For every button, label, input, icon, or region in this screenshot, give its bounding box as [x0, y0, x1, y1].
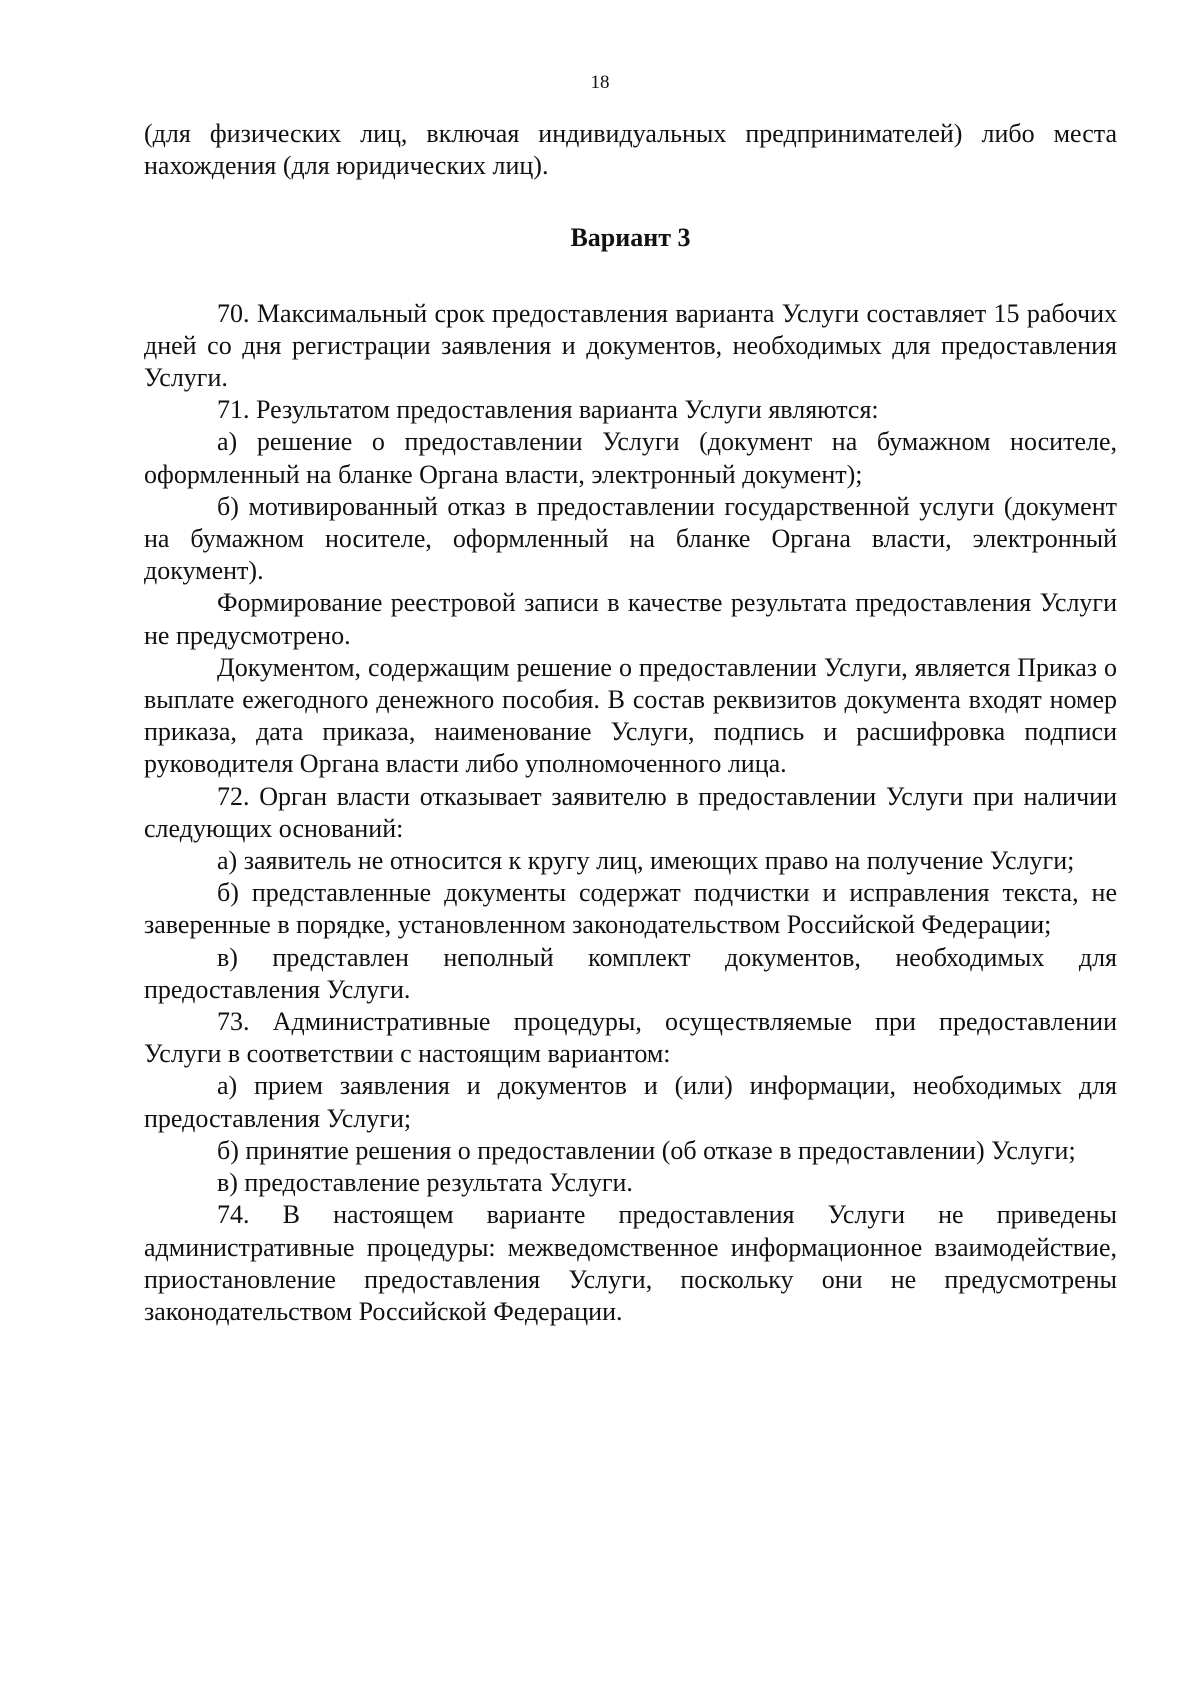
page-number: 18 [590, 72, 610, 93]
paragraph-72-b: б) представленные документы содержат подчистки и исправления текста, не заверенные в порядке, установленном законодательством Российской Федерации; [144, 878, 1117, 940]
paragraph-decision-document: Документом, содержащим решение о предоставлении Услуги, является Приказ о выплате ежегодного денежного пособия. В состав реквизитов документа входят номер приказа, дата приказа, наименование Услуги, подпись и расшифровка подписи руководителя Органа власти либо уполномоченного лица. [144, 652, 1117, 779]
paragraph-72: 72. Орган власти отказывает заявителю в предоставлении Услуги при наличии следующих оснований: [144, 781, 1117, 843]
document-body [144, 118, 1117, 1328]
section-heading: Вариант 3 [570, 223, 691, 253]
paragraph-71-b: б) мотивированный отказ в предоставлении государственной услуги (документ на бумажном носителе, оформленный на бланке Органа власти, электронный документ). [144, 491, 1117, 586]
paragraph-71-a: а) решение о предоставлении Услуги (документ на бумажном носителе, оформленный на бланке Органа власти, электронный документ); [144, 427, 1117, 489]
paragraph-70: 70. Максимальный срок предоставления варианта Услуги составляет 15 рабочих дней со дня регистрации заявления и документов, необходимых для предоставления Услуги. [144, 298, 1117, 393]
paragraph-74: 74. В настоящем варианте предоставления Услуги не приведены административные процедуры: межведомственное информационное взаимодействие, приостановление предоставления Услуги, поскольку они не предусмотрены законодательством Российской Федерации. [144, 1200, 1117, 1326]
paragraph-71: 71. Результатом предоставления варианта Услуги являются: [217, 395, 879, 425]
continuation-paragraph: (для физических лиц, включая индивидуальных предпринимателей) либо места нахождения (для юридических лиц). [144, 119, 1117, 181]
paragraph-73-a: а) прием заявления и документов и (или) информации, необходимых для предоставления Услуги; [144, 1071, 1117, 1133]
paragraph-73-c: в) предоставление результата Услуги. [217, 1168, 633, 1198]
paragraph-73-b: б) принятие решения о предоставлении (об отказе в предоставлении) Услуги; [217, 1135, 1076, 1165]
paragraph-72-c: в) представлен неполный комплект документов, необходимых для предоставления Услуги. [144, 942, 1117, 1004]
paragraph-72-a: а) заявитель не относится к кругу лиц, имеющих право на получение Услуги; [217, 846, 1075, 876]
paragraph-73: 73. Административные процедуры, осуществляемые при предоставлении Услуги в соответствии с настоящим вариантом: [144, 1007, 1117, 1069]
paragraph-registry-note: Формирование реестровой записи в качестве результата предоставления Услуги не предусмотрено. [144, 588, 1117, 650]
